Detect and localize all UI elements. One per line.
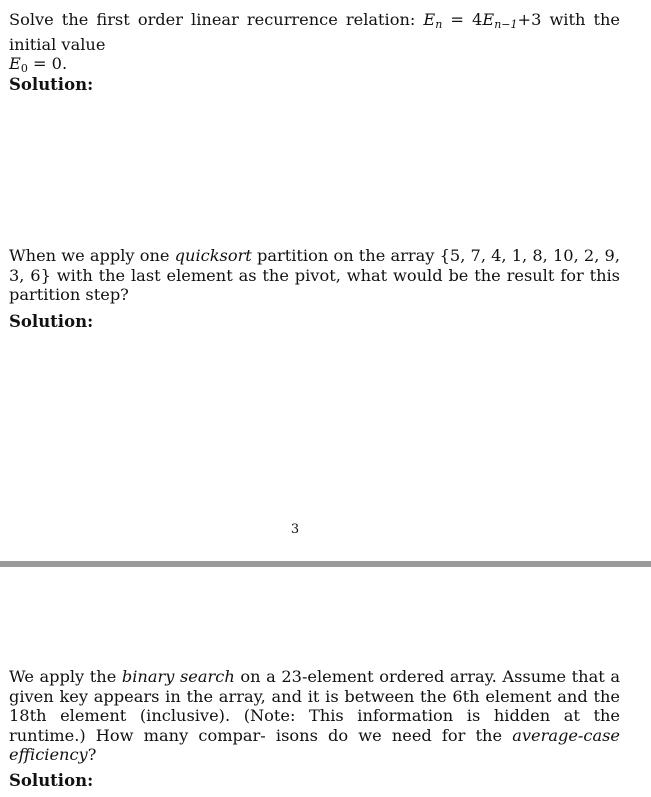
q2-text-a: When we apply one <box>9 246 175 265</box>
q2-text-c: with the last element as the pivot, what would be the result for this partition step? <box>9 265 620 304</box>
question-2 <box>9 246 620 305</box>
q3-solution-label: Solution: <box>9 771 94 790</box>
q3-italic-binary-search: binary search <box>121 667 235 686</box>
init-var: E <box>9 54 21 73</box>
q3-text-b: on a 23-element ordered array. Assume that a given key appears in the array, and it is between the 6th element and the 18th element (inclusive). (Note: This information is hidden at the runtime.) How many compar- isons do we need for the <box>9 667 620 745</box>
question-3 <box>9 667 620 765</box>
eq-rhs-var: E <box>482 10 495 29</box>
q1-solution-label: Solution: <box>9 75 94 94</box>
q1-equation <box>423 10 541 29</box>
eq-sub: n <box>435 18 443 31</box>
q3-text-a: We apply the <box>9 667 122 686</box>
q3-italic-average-case: average-case efficiency <box>9 725 620 764</box>
q2-solution-label: Solution: <box>9 312 94 331</box>
q2-array: {5, 7, 4, 1, 8, 10, 2, 9, 3, 6} <box>9 246 620 285</box>
q1-text-b: with the initial value <box>9 10 620 54</box>
q1-text-a: Solve the first order linear recurrence relation: <box>9 10 424 29</box>
init-val: = 0 <box>27 54 62 73</box>
page-divider <box>0 561 651 567</box>
init-sub: 0 <box>20 62 28 75</box>
eq-tail: +3 <box>517 10 542 29</box>
eq-var: E <box>423 10 436 29</box>
page-number: 3 <box>290 522 300 537</box>
q2-text-b: partition on the array <box>251 246 440 265</box>
q1-text-c: . <box>61 54 68 73</box>
eq-rhs: = 4 <box>442 10 483 29</box>
question-1 <box>9 10 620 79</box>
q2-italic-quicksort: quicksort <box>174 246 252 265</box>
q3-text-c: ? <box>87 745 97 764</box>
eq-rhs-sub: n−1 <box>494 18 518 31</box>
